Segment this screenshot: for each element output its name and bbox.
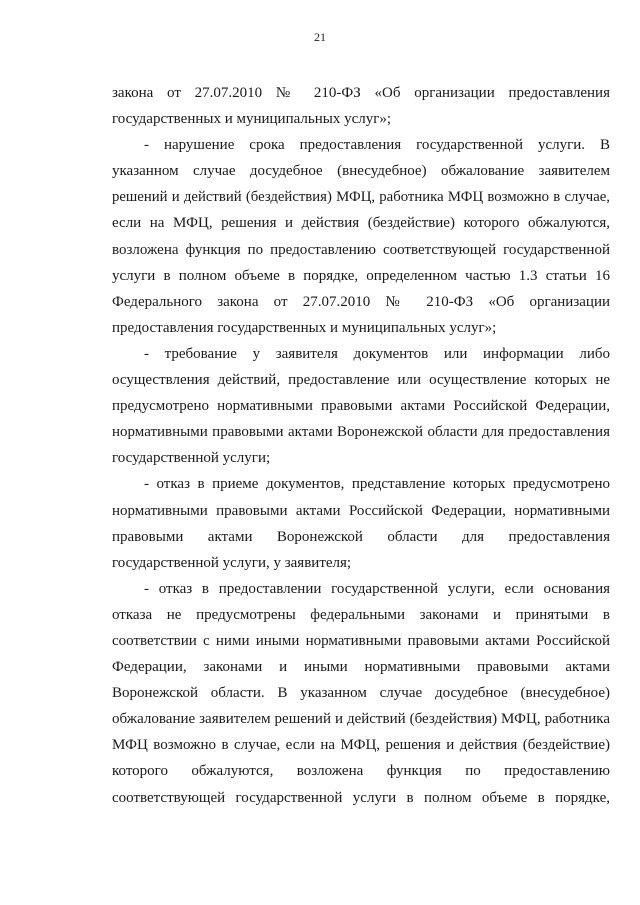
page-number: 21 (314, 30, 326, 44)
text-line: - отказ в предоставлении государственной услуги, если основания (144, 580, 610, 597)
text-line: указанном случае досудебное (внесудебное) обжалование заявителем (112, 163, 610, 180)
text-line: закона от 27.07.2010 № 210-ФЗ «Об организации предоставления (112, 85, 610, 101)
text-line: МФЦ возможно в случае, если на МФЦ, решения и действия (бездействие) (112, 737, 610, 754)
text-line: отказа не предусмотрены федеральными законами и принятыми в (112, 606, 610, 623)
text-line: нормативными правовыми актами Российской Федерации, нормативными (112, 502, 610, 519)
text-line: обжалование заявителем решений и действий (бездействия) МФЦ, работника (112, 711, 610, 728)
text-line: Федерального закона от 27.07.2010 № 210-ФЗ «Об организации (112, 293, 610, 310)
document-body (112, 80, 610, 811)
text-line: - отказ в приеме документов, представление которых предусмотрено (144, 476, 610, 493)
text-line: возложена функция по предоставлению соответствующей государственной (112, 241, 610, 258)
text-line: Федерации, законами и иными нормативными правовыми актами (112, 659, 610, 676)
text-line: государственной услуги, у заявителя; (112, 554, 352, 571)
text-line: если на МФЦ, решения и действия (бездействие) которого обжалуются, (112, 215, 610, 232)
text-line: осуществления действий, предоставление или осуществление которых не (112, 372, 610, 389)
text-line: - требование у заявителя документов или информации либо (144, 345, 610, 362)
text-line: предусмотрено нормативными правовыми актами Российской Федерации, (112, 398, 610, 415)
text-line: Воронежской области. В указанном случае досудебное (внесудебное) (112, 685, 610, 702)
text-line: решений и действий (бездействия) МФЦ, работника МФЦ возможно в случае, (112, 189, 610, 206)
text-line: - нарушение срока предоставления государственной услуги. В (144, 137, 610, 154)
text-line: предоставления государственных и муниципальных услуг»; (112, 319, 497, 336)
text-line: нормативными правовыми актами Воронежской области для предоставления (112, 424, 610, 441)
text-line: соответствующей государственной услуги в полном объеме в порядке, (112, 789, 610, 806)
text-line: соответствии с ними иными нормативными правовыми актами Российской (112, 632, 610, 649)
text-line: которого обжалуются, возложена функция по предоставлению (112, 763, 610, 780)
text-line: услуги в полном объеме в порядке, определенном частью 1.3 статьи 16 (112, 267, 610, 284)
text-line: государственных и муниципальных услуг»; (112, 111, 392, 128)
text-line: правовыми актами Воронежской области для предоставления (112, 528, 610, 545)
text-line: государственной услуги; (112, 450, 271, 467)
